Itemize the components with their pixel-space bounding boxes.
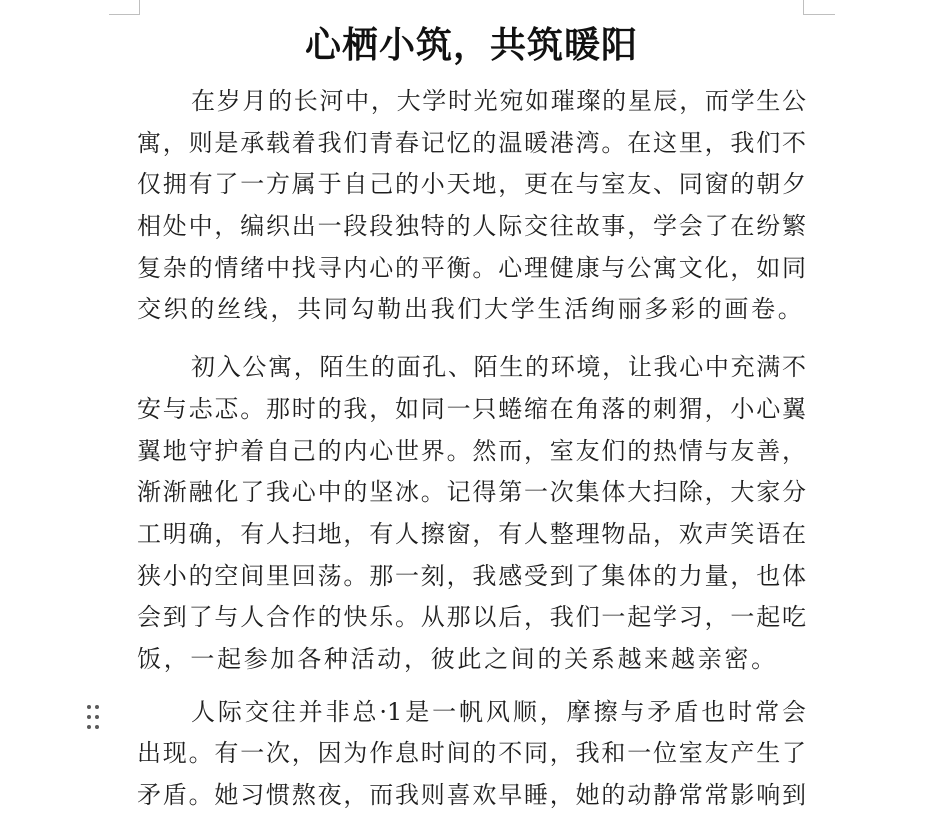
- crop-mark-top-left-icon: [109, 0, 140, 15]
- text-line: 交织的丝线，共同勾勒出我们大学生活绚丽多彩的画卷。: [137, 295, 805, 324]
- crop-mark-top-right-icon: [803, 0, 835, 15]
- document-body: [137, 81, 806, 817]
- drag-dot: [87, 715, 91, 719]
- text-line: 会到了与人合作的快乐。从那以后，我们一起学习，一起吃: [137, 603, 806, 632]
- text-line: 仅拥有了一方属于自己的小天地，更在与室友、同窗的朝夕: [137, 170, 806, 199]
- text-line: 人际交往并非总·1是一帆风顺，摩擦与矛盾也时常会: [191, 697, 806, 726]
- text-line: 翼地守护着自己的内心世界。然而，室友们的热情与友善，: [137, 436, 806, 465]
- drag-dot: [95, 705, 99, 709]
- text-line: 工明确，有人扫地，有人擦窗，有人整理物品，欢声笑语在: [137, 519, 806, 548]
- paragraph: [137, 347, 806, 681]
- text-line: 相处中，编织出一段段独特的人际交往故事，学会了在纷繁: [137, 212, 806, 241]
- text-line: 寓，则是承载着我们青春记忆的温暖港湾。在这里，我们不: [137, 128, 806, 157]
- drag-dot: [95, 715, 99, 719]
- drag-dot: [95, 725, 99, 729]
- drag-dot: [87, 725, 91, 729]
- editable-text-area[interactable]: [137, 0, 806, 817]
- text-line: 初入公寓，陌生的面孔、陌生的环境，让我心中充满不: [191, 353, 806, 382]
- text-line: 饭，一起参加各种活动，彼此之间的关系越来越亲密。: [137, 644, 778, 673]
- text-line: 复杂的情绪中找寻内心的平衡。心理健康与公寓文化，如同: [137, 253, 806, 282]
- text-line: 狭小的空间里回荡。那一刻，我感受到了集体的力量，也体: [137, 561, 806, 590]
- document-title: 心栖小筑，共筑暖阳: [304, 24, 638, 66]
- text-line: 矛盾。她习惯熬夜，而我则喜欢早睡，她的动静常常影响到: [137, 781, 806, 809]
- text-line: 出现。有一次，因为作息时间的不同，我和一位室友产生了: [137, 739, 806, 768]
- text-line: 渐渐融化了我心中的坚冰。记得第一次集体大扫除，大家分: [137, 478, 806, 507]
- paragraph: [137, 692, 806, 817]
- text-line: 在岁月的长河中，大学时光宛如璀璨的星辰，而学生公: [191, 87, 806, 115]
- paragraph-drag-handle-icon[interactable]: [87, 705, 99, 729]
- drag-dot: [87, 705, 91, 709]
- paragraph: [137, 81, 806, 331]
- text-line: 安与忐忑。那时的我，如同一只蜷缩在角落的刺猬，小心翼: [137, 394, 806, 423]
